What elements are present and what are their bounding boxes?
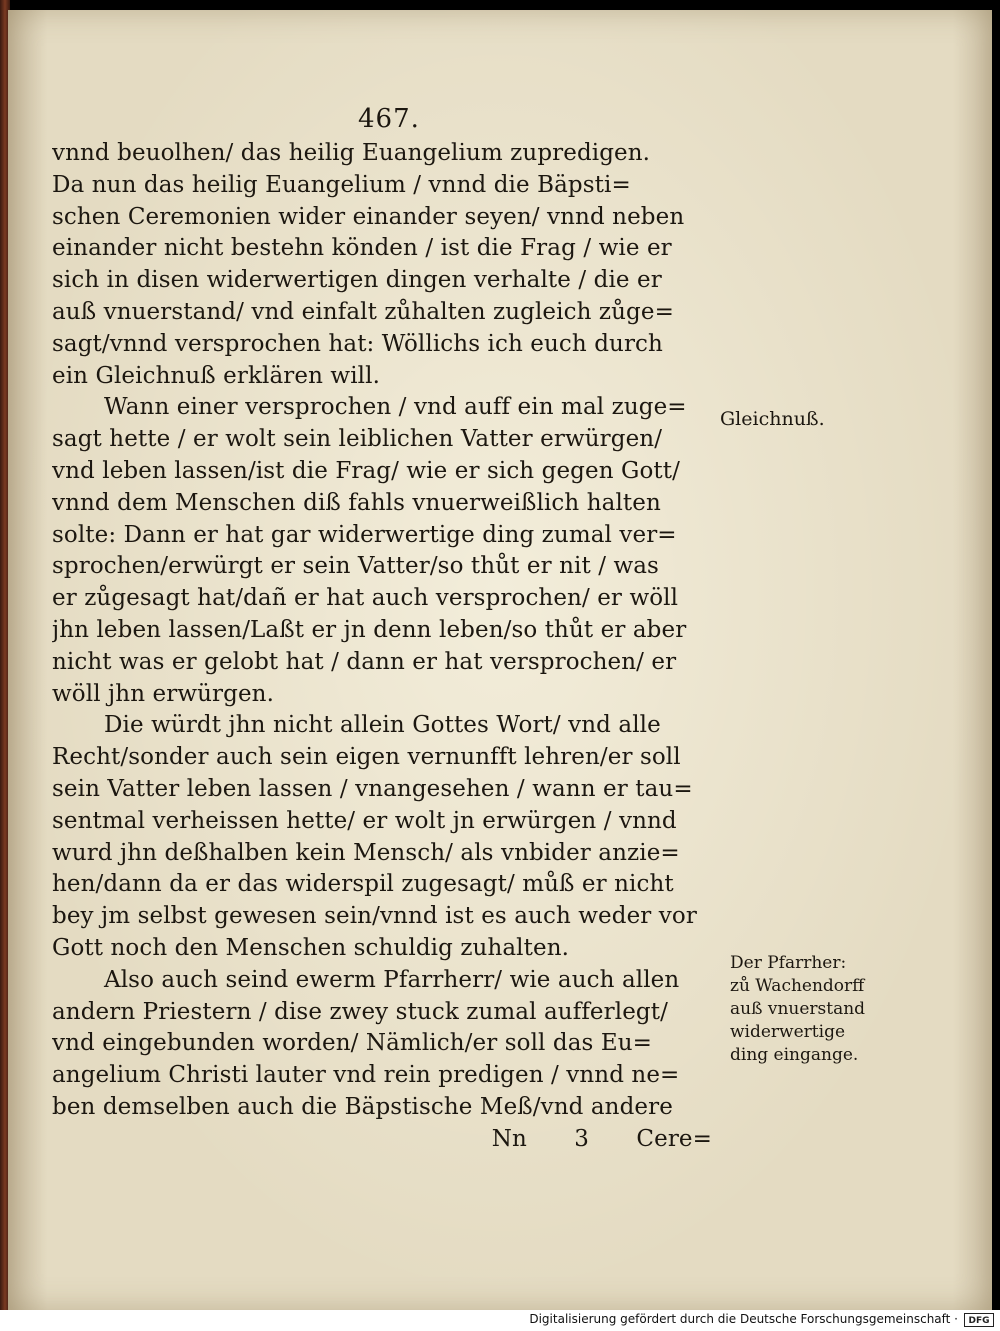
text-line: Gott noch den Menschen schuldig zuhalten. (52, 934, 570, 961)
text-line: Recht/sonder auch sein eigen vernunfft lehren/er soll (52, 744, 681, 771)
text-line: Die würdt jhn nicht allein Gottes Wort/ vnd alle (104, 712, 661, 739)
text-line: wöll jhn erwürgen. (52, 680, 274, 707)
margin-note-line: widerwertige (730, 1022, 846, 1042)
text-line: hen/dann da er das widerspil zugesagt/ můß er nicht (52, 871, 674, 898)
text-line: Wann einer versprochen / vnd auff ein mal zuge= (104, 394, 687, 421)
footer-bar (0, 1310, 1000, 1331)
text-line: sentmal verheissen hette/ er wolt jn erwürgen / vnnd (52, 807, 677, 834)
text-line: vnd leben lassen/ist die Frag/ wie er sich gegen Gott/ (52, 457, 680, 484)
text-line: wurd jhn deßhalben kein Mensch/ als vnbider anzie= (52, 839, 680, 866)
text-line: einander nicht bestehn könden / ist die Frag / wie er (52, 235, 672, 262)
text-line: nicht was er gelobt hat / dann er hat versprochen/ er (52, 648, 677, 675)
text-line: sagt/vnnd versprochen hat: Wöllichs ich euch durch (52, 330, 663, 357)
text-line: schen Ceremonien wider einander seyen/ vnnd neben (52, 203, 685, 230)
margin-note-line: ding eingange. (730, 1045, 859, 1065)
margin-note-line: Der Pfarrher: (730, 953, 847, 973)
text-line: sein Vatter leben lassen / vnangesehen / wann er tau= (52, 775, 693, 802)
text-line: ein Gleichnuß erklären will. (52, 362, 380, 389)
text-line: sagt hette / er wolt sein leiblichen Vatter erwürgen/ (52, 426, 663, 453)
text-line: vnnd beuolhen/ das heilig Euangelium zupredigen. (52, 140, 651, 166)
text-line: ben demselben auch die Bäpstische Meß/vnd andere (52, 1093, 673, 1120)
page-number: 467. (358, 104, 420, 134)
text-line: auß vnuerstand/ vnd einfalt zůhalten zugleich zůge= (52, 298, 674, 325)
text-line: sprochen/erwürgt er sein Vatter/so thůt er nit / was (52, 553, 659, 580)
margin-note-line: zů Wachendorff (730, 976, 865, 996)
margin-note-pfarrher (730, 952, 865, 1067)
text-line: solte: Dann er hat gar widerwertige ding zumal ver= (52, 521, 677, 548)
text-line: andern Priestern / dise zwey stuck zumal aufferlegt/ (52, 998, 668, 1025)
book-page (8, 10, 992, 1310)
dfg-logo: DFG (964, 1313, 994, 1327)
main-text-block (52, 138, 722, 1156)
funding-credit: Digitalisierung gefördert durch die Deutsche Forschungsgemeinschaft · (529, 1312, 958, 1326)
text-line: er zůgesagt hat/dañ er hat auch versprochen/ er wöll (52, 585, 679, 612)
text-line: Da nun das heilig Euangelium / vnnd die Bäpsti= (52, 171, 631, 198)
text-line: vnnd dem Menschen diß fahls vnuerweißlich halten (52, 489, 661, 516)
margin-note-gleichnus: Gleichnuß. (720, 408, 825, 430)
text-line: angelium Christi lauter vnd rein predigen / vnnd ne= (52, 1062, 680, 1089)
margin-note-line: auß vnuerstand (730, 999, 866, 1019)
catchword-line: Nn 3 Cere= (491, 1125, 712, 1152)
text-line: Also auch seind ewerm Pfarrherr/ wie auch allen (104, 966, 680, 993)
text-line: vnd eingebunden worden/ Nämlich/er soll das Eu= (52, 1030, 653, 1057)
text-line: bey jm selbst gewesen sein/vnnd ist es auch weder vor (52, 903, 697, 930)
text-line: jhn leben lassen/Laßt er jn denn leben/so thůt er aber (52, 616, 687, 643)
text-line: sich in disen widerwertigen dingen verhalte / die er (52, 267, 662, 294)
